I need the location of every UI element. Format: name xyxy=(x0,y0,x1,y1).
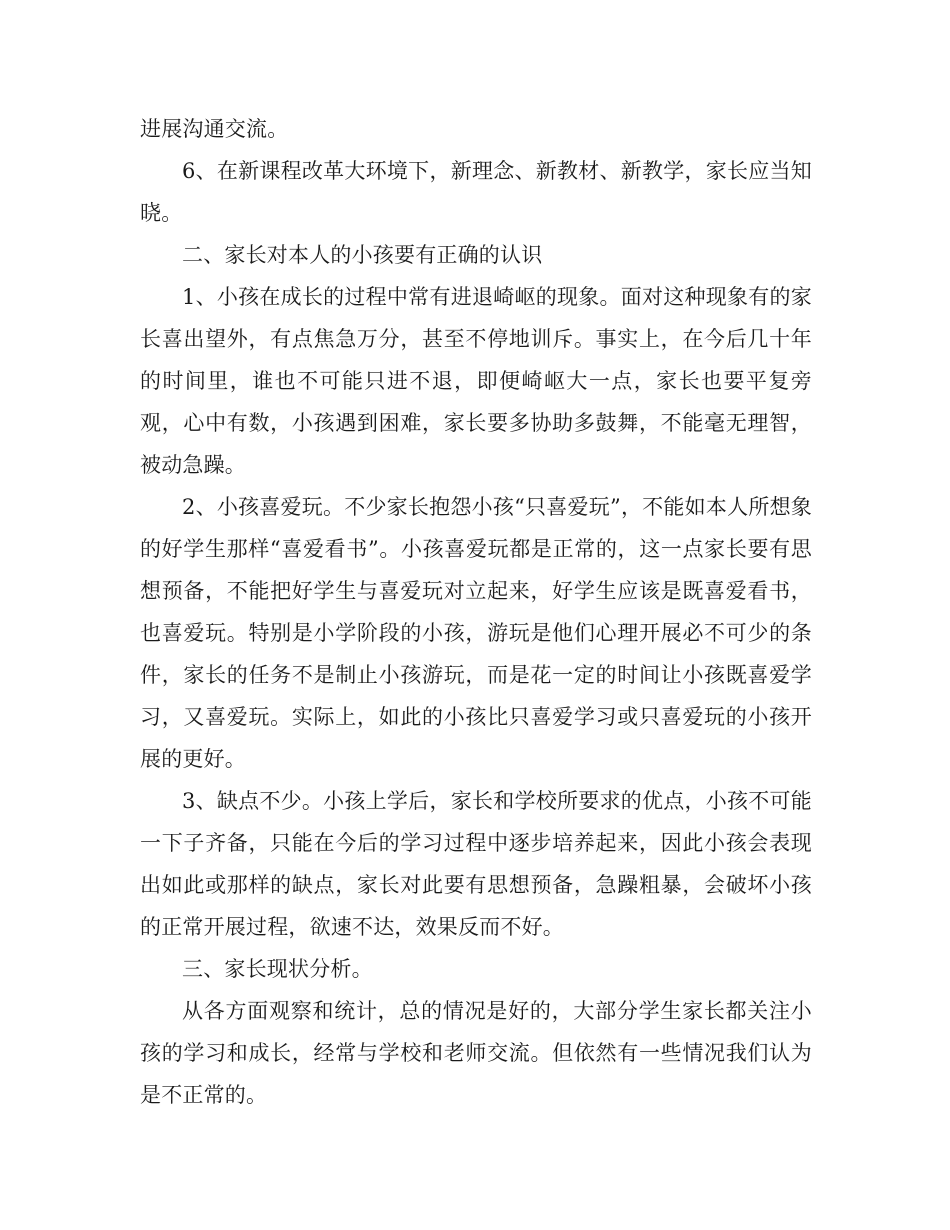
paragraph-item-1: 1、小孩在成长的过程中常有进退崎岖的现象。面对这种现象有的家长喜出望外，有点焦急万分，甚至不停地训斥。事实上，在今后几十年的时间里，谁也不可能只进不退，即便崎岖大一点，家长也要平复旁观，心中有数，小孩遇到困难，家长要多协助多鼓舞，不能毫无理智，被动急躁。 xyxy=(140,285,812,477)
paragraph-item-3: 3、缺点不少。小孩上学后，家长和学校所要求的优点，小孩不可能一下子齐备，只能在今后的学习过程中逐步培养起来，因此小孩会表现出如此或那样的缺点，家长对此要有思想预备，急躁粗暴，会破坏小孩的正常开展过程，欲速不达，效果反而不好。 xyxy=(140,789,812,939)
paragraph-item-6: 6、在新课程改革大环境下，新理念、新教材、新教学，家长应当知晓。 xyxy=(140,159,812,225)
paragraph-continuation: 进展沟通交流。 xyxy=(140,117,289,141)
section-heading-3: 三、家长现状分析。 xyxy=(182,957,373,981)
section-heading-2: 二、家长对本人的小孩要有正确的认识 xyxy=(182,243,543,267)
document-body xyxy=(140,108,812,1116)
paragraph-item-2: 2、小孩喜爱玩。不少家长抱怨小孩“只喜爱玩”，不能如本人所想象的好学生那样“喜爱看书”。小孩喜爱玩都是正常的，这一点家长要有思想预备，不能把好学生与喜爱玩对立起来，好学生应该是既喜爱看书，也喜爱玩。特别是小学阶段的小孩，游玩是他们心理开展必不可少的条件，家长的任务不是制止小孩游玩，而是花一定的时间让小孩既喜爱学习，又喜爱玩。实际上，如此的小孩比只喜爱学习或只喜爱玩的小孩开展的更好。 xyxy=(140,495,812,771)
paragraph-analysis: 从各方面观察和统计，总的情况是好的，大部分学生家长都关注小孩的学习和成长，经常与学校和老师交流。但依然有一些情况我们认为是不正常的。 xyxy=(140,999,812,1107)
